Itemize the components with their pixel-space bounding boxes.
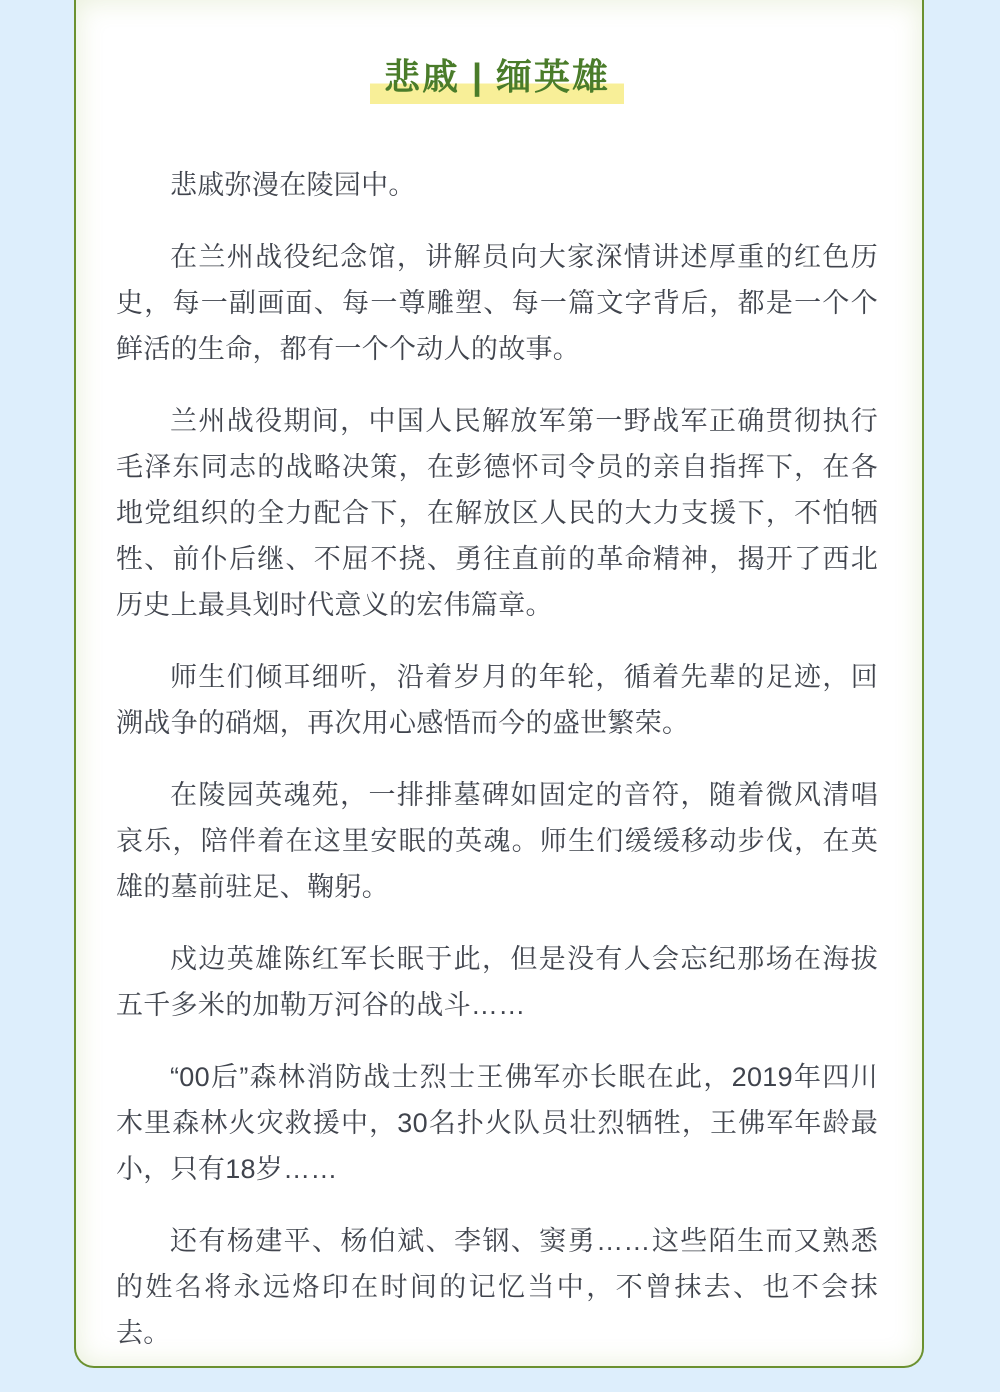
paragraph: 悲戚弥漫在陵园中。 — [170, 170, 416, 200]
article-body — [116, 162, 878, 1356]
title-wrap — [116, 50, 878, 104]
article-content — [76, 0, 922, 1356]
paragraph: 师生们倾耳细听，沿着岁月的年轮，循着先辈的足迹，回溯战争的硝烟，再次用心感悟而今的盛世繁荣。 — [116, 662, 878, 738]
paragraph: 在兰州战役纪念馆，讲解员向大家深情讲述厚重的红色历史，每一副画面、每一尊雕塑、每一篇文字背后，都是一个个鲜活的生命，都有一个个动人的故事。 — [116, 242, 878, 364]
article-card — [74, 0, 924, 1368]
paragraph: 戍边英雄陈红军长眠于此，但是没有人会忘纪那场在海拔五千多米的加勒万河谷的战斗…… — [116, 944, 878, 1020]
paragraph: 兰州战役期间，中国人民解放军第一野战军正确贯彻执行毛泽东同志的战略决策，在彭德怀司令员的亲自指挥下，在各地党组织的全力配合下，在解放区人民的大力支援下，不怕牺牲、前仆后继、不屈不挠、勇往直前的革命精神，揭开了西北历史上最具划时代意义的宏伟篇章。 — [116, 406, 878, 620]
paragraph: “00后”森林消防战士烈士王佛军亦长眠在此，2019年四川木里森林火灾救援中，30名扑火队员壮烈牺牲，王佛军年龄最小，只有18岁…… — [116, 1062, 878, 1184]
page-title: 悲戚 | 缅英雄 — [370, 50, 624, 104]
paragraph: 在陵园英魂苑，一排排墓碑如固定的音符，随着微风清唱哀乐，陪伴着在这里安眠的英魂。师生们缓缓移动步伐，在英雄的墓前驻足、鞠躬。 — [116, 780, 878, 902]
paragraph: 还有杨建平、杨伯斌、李钢、窦勇……这些陌生而又熟悉的姓名将永远烙印在时间的记忆当中，不曾抹去、也不会抹去。 — [116, 1226, 878, 1348]
